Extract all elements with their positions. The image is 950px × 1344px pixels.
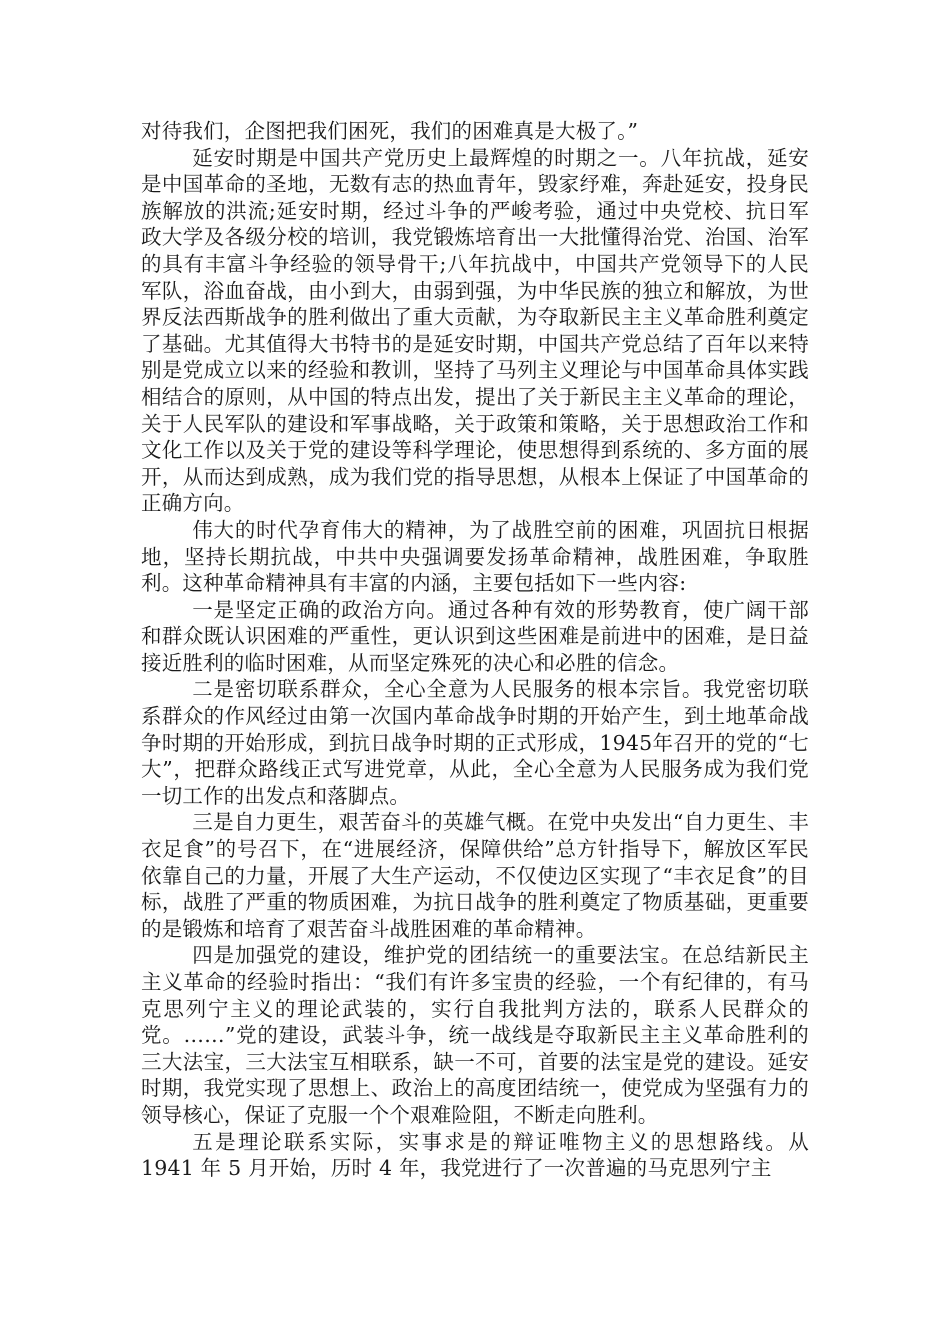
paragraph-point-two: 二是密切联系群众，全心全意为人民服务的根本宗旨。我党密切联系群众的作风经过由第一次国内革命战争时期的开始产生，到土地革命战争时期的开始形成，到抗日战争时期的正式形成，1945年召开的党的“七大”，把群众路线正式写进党章，从此，全心全意为人民服务成为我们党一切工作的出发点和落脚点。 xyxy=(141,677,809,808)
paragraph-point-one: 一是坚定正确的政治方向。通过各种有效的形势教育，使广阔干部和群众既认识困难的严重性，更认识到这些困难是前进中的困难，是日益接近胜利的临时困难，从而坚定殊死的决心和必胜的信念。 xyxy=(141,597,809,675)
paragraph-point-five: 五是理论联系实际，实事求是的辩证唯物主义的思想路线。从 1941 年 5 月开始，历时 4 年，我党进行了一次普遍的马克思列宁主 xyxy=(141,1129,809,1181)
paragraph-continuation: 对待我们，企图把我们困死，我们的困难真是大极了。” xyxy=(141,119,639,143)
paragraph-point-three: 三是自力更生，艰苦奋斗的英雄气概。在党中央发出“自力更生、丰衣足食”的号召下，在“进展经济，保障供给”总方针指导下，解放区军民依靠自己的力量，开展了大生产运动，不仅使边区实现了“丰衣足食”的目标，战胜了严重的物质困难，为抗日战争的胜利奠定了物质基础，更重要的是锻炼和培育了艰苦奋斗战胜困难的革命精神。 xyxy=(141,810,809,941)
paragraph-point-four: 四是加强党的建设，维护党的团结统一的重要法宝。在总结新民主主义革命的经验时指出：“我们有许多宝贵的经验，一个有纪律的，有马克思列宁主义的理论武装的，实行自我批判方法的，联系人民群众的党。……”党的建设，武装斗争，统一战线是夺取新民主主义革命胜利的三大法宝，三大法宝互相联系，缺一不可，首要的法宝是党的建设。延安时期，我党实现了思想上、政治上的高度团结统一，使党成为坚强有力的领导核心，保证了克服一个个艰难险阻，不断走向胜利。 xyxy=(141,943,809,1127)
paragraph-yanan-period: 延安时期是中国共产党历史上最辉煌的时期之一。八年抗战，延安是中国革命的圣地，无数有志的热血青年，毁家纾难，奔赴延安，投身民族解放的洪流;延安时期，经过斗争的严峻考验，通过中央党校、抗日军政大学及各级分校的培训，我党锻炼培育出一大批懂得治党、治国、治军的具有丰富斗争经验的领导骨干;八年抗战中，中国共产党领导下的人民军队，浴血奋战，由小到大，由弱到强，为中华民族的独立和解放，为世界反法西斯战争的胜利做出了重大贡献，为夺取新民主主义革命胜利奠定了基础。尤其值得大书特书的是延安时期，中国共产党总结了百年以来特别是党成立以来的经验和教训，坚持了马列主义理论与中国革命具体实践相结合的原则，从中国的特点出发，提出了关于新民主主义革命的理论，关于人民军队的建设和军事战略，关于政策和策略，关于思想政治工作和文化工作以及关于党的建设等科学理论，使思想得到系统的、多方面的展开，从而达到成熟，成为我们党的指导思想，从根本上保证了中国革命的正确方向。 xyxy=(141,145,809,516)
document-page xyxy=(141,118,809,1182)
paragraph-great-spirit: 伟大的时代孕育伟大的精神，为了战胜空前的困难，巩固抗日根据地，坚持长期抗战，中共中央强调要发扬革命精神，战胜困难，争取胜利。这种革命精神具有丰富的内涵，主要包括如下一些内容: xyxy=(141,517,809,596)
